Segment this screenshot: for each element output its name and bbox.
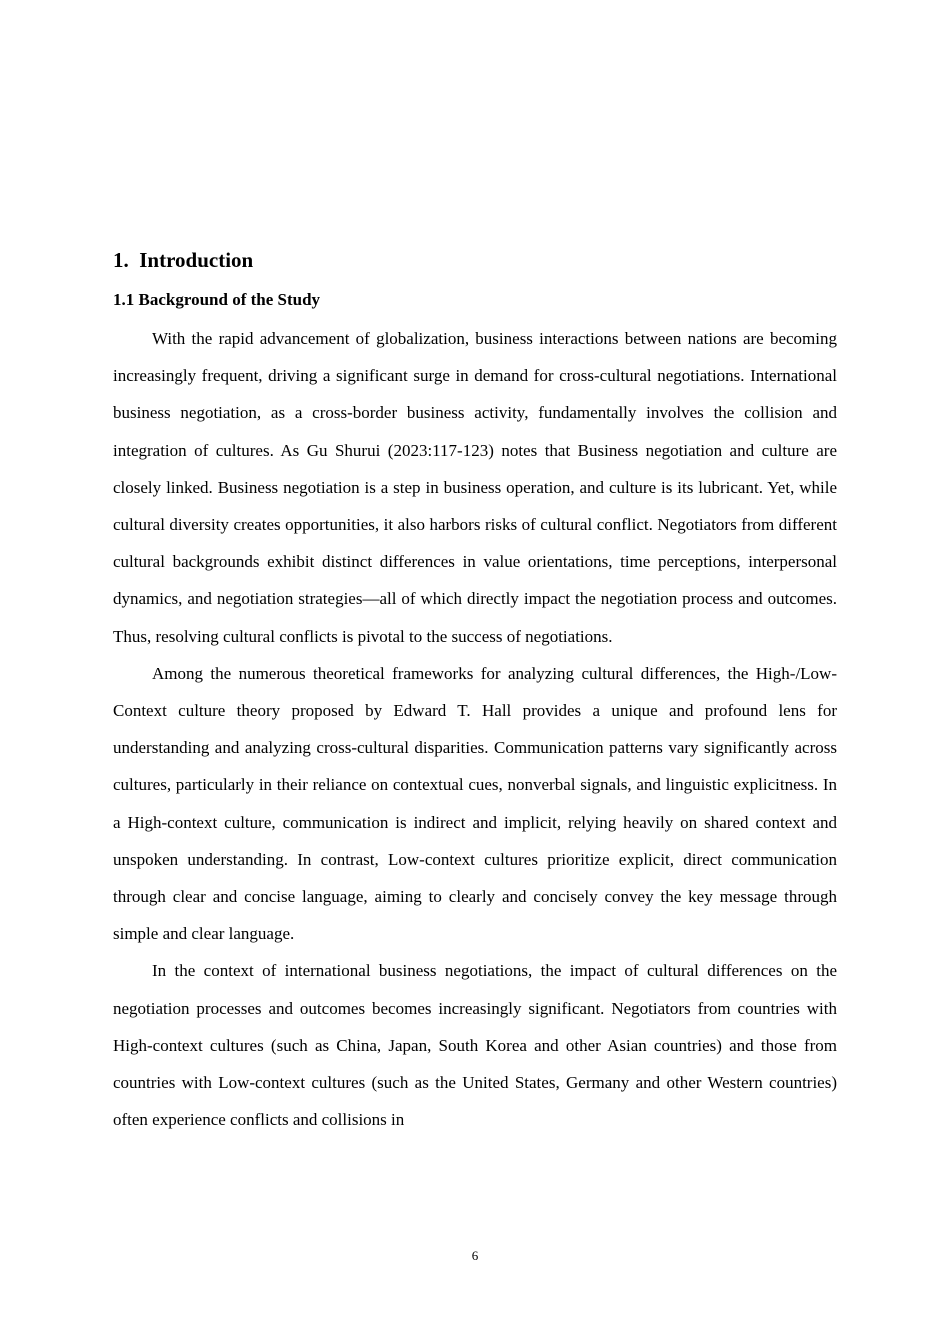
page-number: 6 — [471, 1248, 479, 1263]
section-heading: 1. Introduction — [113, 248, 254, 272]
page-content — [113, 246, 837, 1138]
subsection-heading: 1.1 Background of the Study — [113, 290, 321, 309]
paragraph: Among the numerous theoretical frameworks for analyzing cultural differences, the High-/Low-Context culture theory proposed by Edward T. Hall provides a unique and profound lens for understanding and analyzing cross-cultural disparities. Communication patterns vary significantly across cultures, particularly in their reliance on contextual cues, nonverbal signals, and linguistic explicitness. In a High-context culture, communication is indirect and implicit, relying heavily on shared context and unspoken understanding. In contrast, Low-context cultures prioritize explicit, direct communication through clear and concise language, aiming to clearly and concisely convey the key message through simple and clear language. — [113, 663, 837, 944]
paragraph: In the context of international business negotiations, the impact of cultural differences on the negotiation processes and outcomes becomes increasingly significant. Negotiators from countries with High-context cultures (such as China, Japan, South Korea and other Asian countries) and those from countries with Low-context cultures (such as the United States, Germany and other Western countries) often experience conflicts and collisions in — [113, 961, 837, 1130]
paragraph: With the rapid advancement of globalization, business interactions between nations are becoming increasingly frequent, driving a significant surge in demand for cross-cultural negotiations. International business negotiation, as a cross-border business activity, fundamentally involves the collision and integration of cultures. As Gu Shurui (2023:117-123) notes that Business negotiation and culture are closely linked. Business negotiation is a step in business operation, and culture is its lubricant. Yet, while cultural diversity creates opportunities, it also harbors risks of cultural conflict. Negotiators from different cultural backgrounds exhibit distinct differences in value orientations, time perceptions, interpersonal dynamics, and negotiation strategies—all of which directly impact the negotiation process and outcomes. Thus, resolving cultural conflicts is pivotal to the success of negotiations. — [113, 329, 837, 646]
